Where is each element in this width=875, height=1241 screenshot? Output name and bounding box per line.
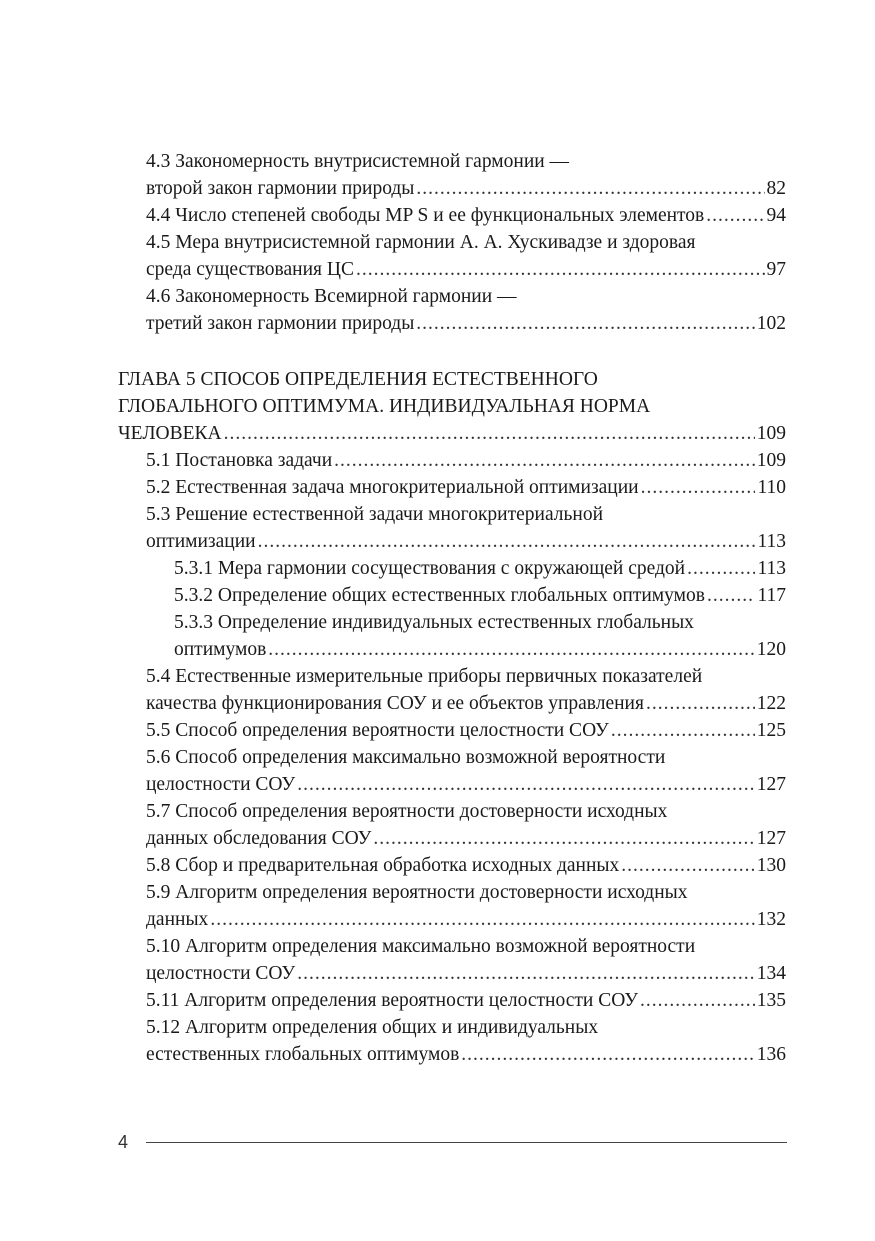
toc-page-number: 82 (766, 178, 786, 199)
toc-entry-5-7-line2[interactable]: данных обследования СОУ ..... 127 (146, 825, 786, 852)
toc-entry-4-6-line1[interactable]: 4.6 Закономерность Всемирной гармонии — (146, 286, 517, 307)
toc-entry-4-6-line2[interactable]: третий закон гармонии природы ..... 102 (146, 310, 786, 337)
toc-page-number: 102 (756, 313, 786, 334)
toc-leader-dots (687, 555, 755, 582)
toc-page-number: 97 (766, 259, 786, 280)
toc-entry-5-9-line2[interactable]: данных ..... 132 (146, 906, 786, 933)
toc-leader-dots (621, 852, 754, 879)
toc-entry-4-5-line2[interactable]: среда существования ЦС ..... 97 (146, 256, 786, 283)
toc-entry-4-4[interactable]: 4.4 Число степеней свободы MP S и ее функциональных элементов ..... 94 (146, 202, 786, 229)
toc-leader-dots (641, 474, 756, 501)
toc-leader-dots (210, 906, 754, 933)
toc-leader-dots (640, 987, 755, 1014)
toc-entry-5-9-line1[interactable]: 5.9 Алгоритм определения вероятности достоверности исходных (146, 882, 688, 903)
toc-page-number: 122 (756, 693, 786, 714)
toc-leader-dots (373, 825, 754, 852)
toc-entry-5-2[interactable]: 5.2 Естественная задача многокритериальной оптимизации ..... 110 (146, 474, 786, 501)
toc-entry-4-3-line1[interactable]: 4.3 Закономерность внутрисистемной гармонии — (146, 151, 570, 172)
toc-entry-5-4-line2[interactable]: качества функционирования СОУ и ее объектов управления ..... 122 (146, 690, 786, 717)
toc-leader-dots (258, 528, 756, 555)
toc-page-number: 109 (756, 450, 786, 471)
toc-chapter-5-line1[interactable]: ГЛАВА 5 СПОСОБ ОПРЕДЕЛЕНИЯ ЕСТЕСТВЕННОГО (118, 369, 598, 390)
toc-leader-dots (706, 202, 764, 229)
toc-leader-dots (461, 1041, 754, 1068)
toc-page-number: 120 (756, 639, 786, 660)
toc-entry-5-10-line2[interactable]: целостности СОУ ..... 134 (146, 960, 786, 987)
toc-leader-dots (224, 420, 755, 447)
toc-page-number: 130 (756, 855, 786, 876)
toc-chapter-5-line3[interactable]: ЧЕЛОВЕКА ..... 109 (118, 420, 786, 447)
toc-page-number: 113 (757, 558, 786, 579)
toc-entry-5-3-line1[interactable]: 5.3 Решение естественной задачи многокритериальной (146, 504, 604, 525)
toc-entry-5-6-line1[interactable]: 5.6 Способ определения максимально возможной вероятности (146, 747, 666, 768)
toc-entry-5-3-line2[interactable]: оптимизации ..... 113 (146, 528, 786, 555)
toc-page-number: 125 (756, 720, 786, 741)
toc-leader-dots (707, 582, 756, 609)
toc-entry-5-11[interactable]: 5.11 Алгоритм определения вероятности целостности СОУ ..... 135 (146, 987, 786, 1014)
toc-page-number: 127 (756, 828, 786, 849)
toc-entry-5-6-line2[interactable]: целостности СОУ ..... 127 (146, 771, 786, 798)
toc-page-number: 94 (766, 205, 786, 226)
toc-chapter-5-line2[interactable]: ГЛОБАЛЬНОГО ОПТИМУМА. ИНДИВИДУАЛЬНАЯ НОРМА (118, 396, 651, 417)
toc-leader-dots (297, 771, 755, 798)
toc-entry-5-3-2[interactable]: 5.3.2 Определение общих естественных глобальных оптимумов ..... 117 (174, 582, 786, 609)
toc-entry-5-3-3-line1[interactable]: 5.3.3 Определение индивидуальных естественных глобальных (174, 612, 694, 633)
toc-leader-dots (356, 256, 765, 283)
toc-entry-5-12-line2[interactable]: естественных глобальных оптимумов ..... 136 (146, 1041, 786, 1068)
footer-rule (146, 1142, 787, 1143)
toc-entry-5-10-line1[interactable]: 5.10 Алгоритм определения максимально возможной вероятности (146, 936, 696, 957)
toc-entry-5-3-3-line2[interactable]: оптимумов ..... 120 (174, 636, 786, 663)
toc-leader-dots (416, 175, 764, 202)
toc-entry-4-5-line1[interactable]: 4.5 Мера внутрисистемной гармонии А. А. Хускивадзе и здоровая (146, 232, 696, 253)
toc-leader-dots (268, 636, 754, 663)
toc-entry-5-12-line1[interactable]: 5.12 Алгоритм определения общих и индивидуальных (146, 1017, 599, 1038)
toc-leader-dots (646, 690, 755, 717)
toc-page-number: 134 (756, 963, 786, 984)
toc-entry-5-4-line1[interactable]: 5.4 Естественные измерительные приборы первичных показателей (146, 666, 703, 687)
toc-page-number: 135 (756, 990, 786, 1011)
toc-page-number: 113 (757, 531, 786, 552)
toc-leader-dots (611, 717, 755, 744)
toc-leader-dots (297, 960, 755, 987)
toc-entry-5-5[interactable]: 5.5 Способ определения вероятности целостности СОУ ..... 125 (146, 717, 786, 744)
toc-entry-5-8[interactable]: 5.8 Сбор и предварительная обработка исходных данных ..... 130 (146, 852, 786, 879)
toc-page-number: 132 (756, 909, 786, 930)
toc-entry-5-1[interactable]: 5.1 Постановка задачи ..... 109 (146, 447, 786, 474)
toc-page-number: 136 (756, 1044, 786, 1065)
toc-entry-5-7-line1[interactable]: 5.7 Способ определения вероятности достоверности исходных (146, 801, 668, 822)
toc-entry-4-3-line2[interactable]: второй закон гармонии природы ..... 82 (146, 175, 786, 202)
toc-page-number: 117 (757, 585, 786, 606)
footer-page-number: 4 (118, 1132, 129, 1152)
toc-leader-dots (334, 447, 755, 474)
toc-page-number: 110 (757, 477, 786, 498)
toc-page-number: 109 (756, 423, 786, 444)
toc-page-number: 127 (756, 774, 786, 795)
toc-leader-dots (416, 310, 754, 337)
toc-entry-5-3-1[interactable]: 5.3.1 Мера гармонии сосуществования с окружающей средой ..... 113 (174, 555, 786, 582)
